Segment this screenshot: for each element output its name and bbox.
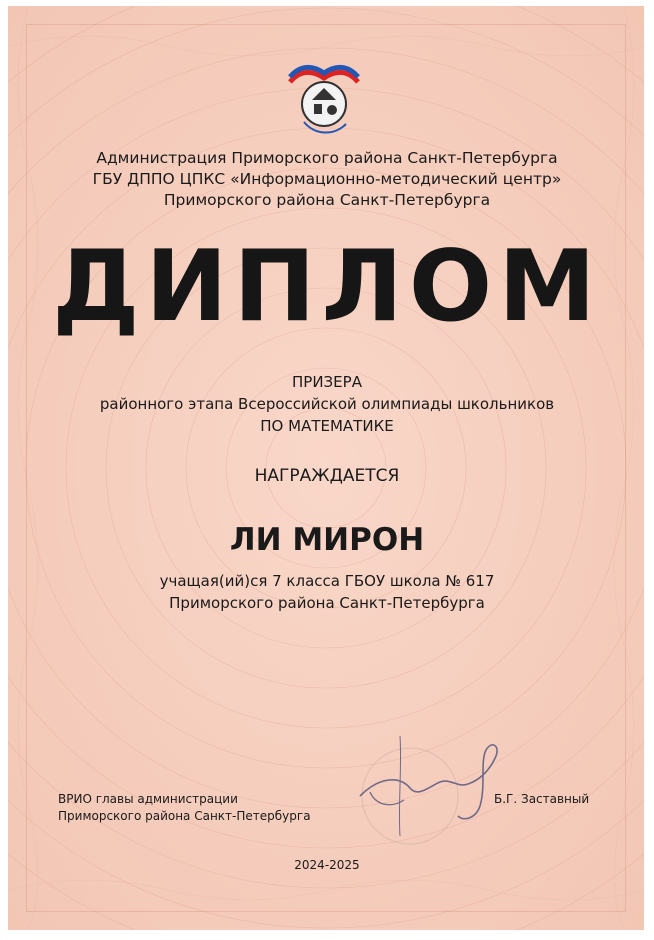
- org-line-2: ГБУ ДППО ЦПКС «Информационно-методический центр»: [92, 170, 562, 188]
- olympiad-emblem-icon: [282, 64, 366, 134]
- signature-image: [340, 726, 520, 846]
- recipient-name: ЛИ МИРОН: [229, 522, 425, 558]
- award-label: НАГРАЖДАЕТСЯ: [254, 466, 400, 486]
- subtitle-line-2: районного этапа Всероссийской олимпиады школьников: [99, 395, 555, 413]
- org-line-3: Приморского района Санкт-Петербурга: [163, 191, 491, 209]
- subtitle-line-3: ПО МАТЕМАТИКЕ: [260, 417, 394, 435]
- subtitle-line-1: ПРИЗЕРА: [292, 373, 362, 391]
- signatory-position-2: Приморского района Санкт-Петербурга: [58, 809, 311, 823]
- academic-year: 2024-2025: [294, 858, 360, 872]
- signatory-name: Б.Г. Заставный: [494, 792, 590, 806]
- recipient-details-1: учащая(ий)ся 7 класса ГБОУ школа № 617: [159, 572, 495, 590]
- signatory-position-1: ВРИО главы администрации: [58, 792, 238, 806]
- org-line-1: Администрация Приморского района Санкт-Петербурга: [96, 149, 558, 167]
- recipient-details-2: Приморского района Санкт-Петербурга: [169, 594, 485, 612]
- diploma-title: ДИПЛОМ: [52, 230, 602, 344]
